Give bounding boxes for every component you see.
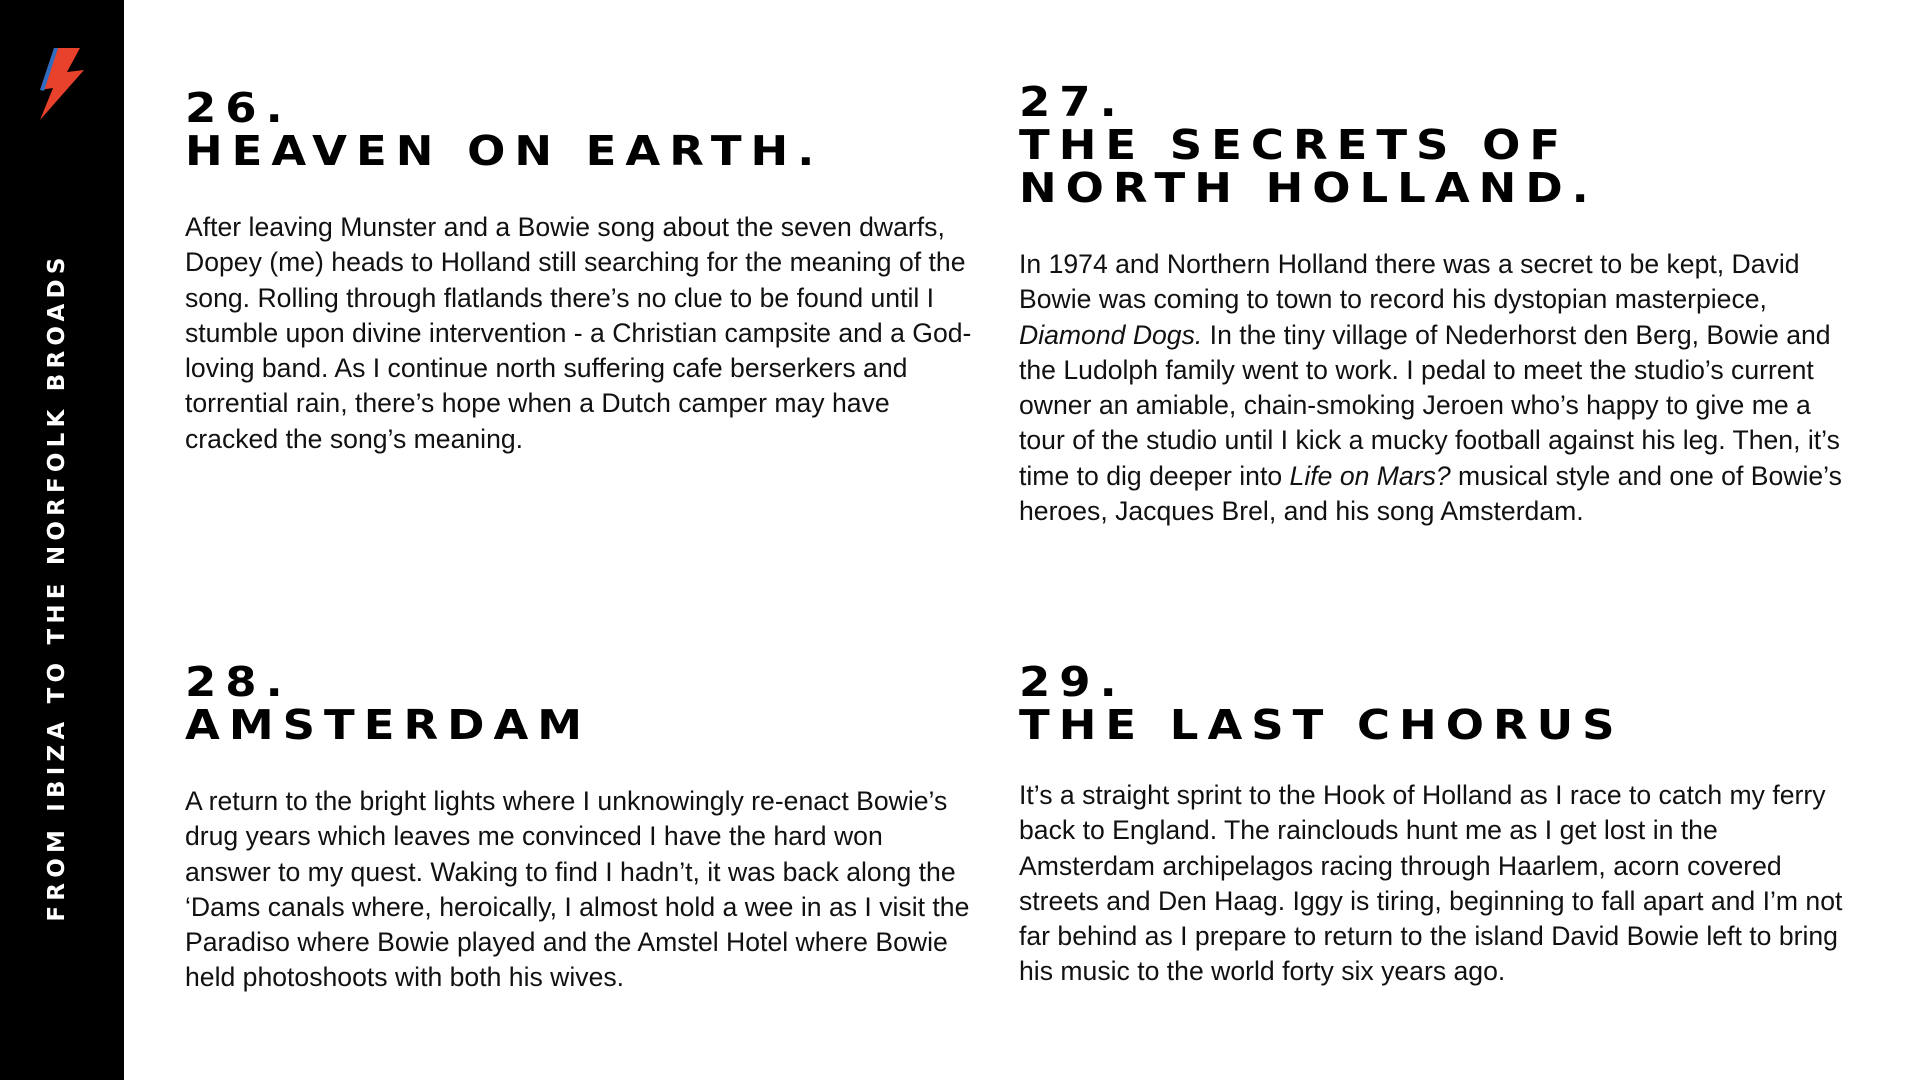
album-title-italic: Diamond Dogs.	[1019, 319, 1203, 350]
section-body: It’s a straight sprint to the Hook of Holland as I race to catch my ferry back to England. The rainclouds hunt me as I get lost in the Amsterdam archipelagos racing through Haarlem, acorn covered streets and Den Haag. Iggy is tiring, beginning to fall apart and I’m not far behind as I prepare to return to the island David Bowie left to bring his music to the world forty six years ago.	[1019, 780, 1843, 987]
section-title-line-1: THE SECRETS OF	[1019, 120, 1570, 170]
song-title-italic: Life on Mars?	[1289, 460, 1451, 491]
body-text: In the tiny village of Nederhorst den Berg, Bowie and the Ludolph family went to work. I pedal to meet the studio’s current owner an amiable, chain-smoking Jeroen who’s happy to give me a tour of the studio until I kick a mucky football against his leg. Then, it’s time to dig deeper into	[1019, 319, 1840, 491]
section-28	[185, 657, 975, 996]
lightning-bolt-icon	[34, 48, 84, 120]
section-number: 29.	[1019, 657, 1126, 707]
section-number: 27.	[1019, 77, 1126, 127]
sidebar-vertical-title: FROM IBIZA TO THE NORFOLK BROADS	[44, 252, 70, 922]
section-29	[1019, 657, 1849, 990]
body-text: musical style and one of Bowie’s heroes, Jacques Brel, and his song Amsterdam.	[1019, 460, 1842, 527]
section-body: A return to the bright lights where I unknowingly re-enact Bowie’s drug years which leaves me convinced I have the hard won answer to my quest. Waking to find I hadn’t, it was back along the ‘Dams canals where, heroically, I almost hold a wee in as I visit the Paradiso where Bowie played and the Amstel Hotel where Bowie held photoshoots with both his wives.	[185, 786, 970, 993]
sidebar	[0, 0, 124, 1080]
section-27	[1019, 77, 1849, 529]
section-number: 28.	[185, 657, 292, 707]
section-number: 26.	[185, 83, 292, 133]
section-title: THE LAST CHORUS	[1019, 700, 1624, 750]
section-body	[1019, 247, 1849, 529]
section-26	[185, 83, 975, 457]
section-title: AMSTERDAM	[185, 700, 592, 750]
body-text: In 1974 and Northern Holland there was a secret to be kept, David Bowie was coming to town to record his dystopian masterpiece,	[1019, 249, 1800, 315]
section-title-line-2: NORTH HOLLAND.	[1019, 163, 1598, 213]
section-title: HEAVEN ON EARTH.	[185, 126, 824, 176]
section-body: After leaving Munster and a Bowie song about the seven dwarfs, Dopey (me) heads to Holland still searching for the meaning of the song. Rolling through flatlands there’s no clue to be found until I stumble upon divine intervention - a Christian campsite and a God-loving band. As I continue north suffering cafe berserkers and torrential rain, there’s hope when a Dutch camper may have cracked the song’s meaning.	[185, 212, 972, 454]
